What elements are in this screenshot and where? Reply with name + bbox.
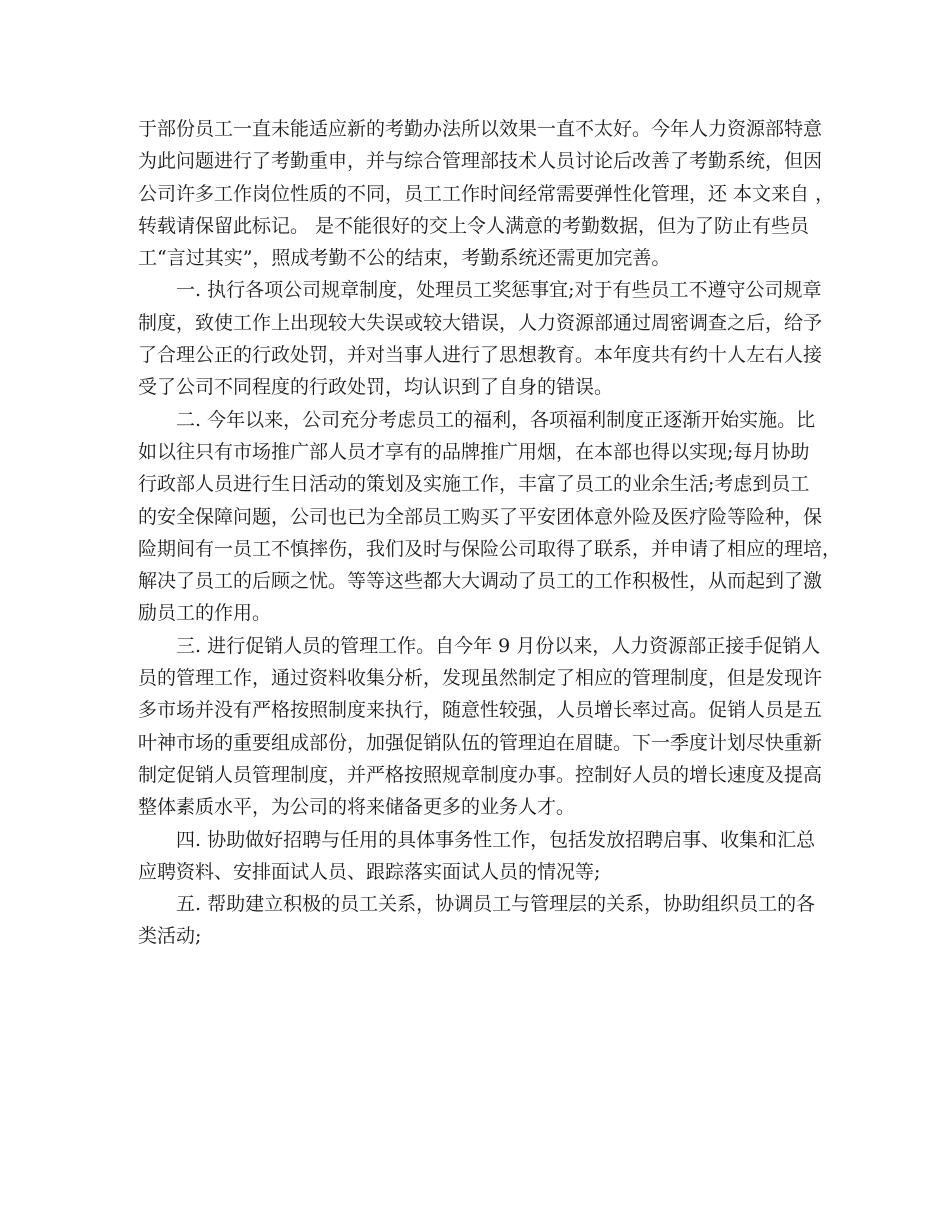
paragraph-item-5 <box>138 888 838 953</box>
text-line: 了合理公正的行政处罚，并对当事人进行了思想教育。本年度共有约十人左右人接 <box>138 344 823 367</box>
paragraph-attendance <box>138 113 838 274</box>
text-line: 三. 进行促销人员的管理工作。自今年 9 月份以来，人力资源部正接手促销人 <box>176 634 821 657</box>
text-line: 为此问题进行了考勤重申，并与综合管理部技术人员讨论后改善了考勤系统，但因 <box>138 150 823 173</box>
text-line: 五. 帮助建立积极的员工关系，协调员工与管理层的关系，协助组织员工的各 <box>176 893 816 916</box>
text-line: 险期间有一员工不慎摔伤，我们及时与保险公司取得了联系，并申请了相应的理培， <box>138 537 842 560</box>
text-line: 制度，致使工作上出现较大失误或较大错误，人力资源部通过周密调查之后，给予 <box>138 311 823 334</box>
text-line: 员的管理工作，通过资料收集分析，发现虽然制定了相应的管理制度，但是发现许 <box>138 667 823 690</box>
text-line: 制定促销人员管理制度，并严格按照规章制度办事。控制好人员的增长速度及提高 <box>138 763 823 786</box>
text-line: 四. 协助做好招聘与任用的具体事务性工作，包括发放招聘启事、收集和汇总 <box>176 828 816 851</box>
text-line: 公司许多工作岗位性质的不同，员工工作时间经常需要弹性化管理，还 本文来自 ， <box>138 182 835 205</box>
text-line: 转载请保留此标记。 是不能很好的交上令人满意的考勤数据，但为了防止有些员 <box>138 214 810 237</box>
text-line: 的安全保障问题，公司也已为全部员工购买了平安团体意外险及医疗险等险种，保 <box>138 505 823 528</box>
text-line: 多市场并没有严格按照制度来执行，随意性较强，人员增长率过高。促销人员是五 <box>138 699 823 722</box>
text-line: 工“言过其实”，照成考勤不公的结束，考勤系统还需更加完善。 <box>138 247 671 270</box>
text-line: 如以往只有市场推广部人员才享有的品牌推广用烟，在本部也得以实现;每月协助 <box>138 440 810 463</box>
paragraph-item-4 <box>138 824 838 889</box>
text-line: 解决了员工的后顾之忧。等等这些都大大调动了员工的工作积极性，从而起到了激 <box>138 570 823 593</box>
text-line: 一. 执行各项公司规章制度，处理员工奖惩事宜;对于有些员工不遵守公司规章 <box>176 279 822 302</box>
text-line: 叶神市场的重要组成部份，加强促销队伍的管理迫在眉睫。下一季度计划尽快重新 <box>138 731 823 754</box>
document-body <box>138 113 842 953</box>
text-line: 行政部人员进行生日活动的策划及实施工作，丰富了员工的业余生活;考虑到员工 <box>138 473 810 496</box>
text-line: 于部份员工一直未能适应新的考勤办法所以效果一直不太好。今年人力资源部特意 <box>138 118 823 140</box>
text-line: 应聘资料、安排面试人员、跟踪落实面试人员的情况等; <box>138 860 601 883</box>
text-line: 二. 今年以来，公司充分考虑员工的福利，各项福利制度正逐渐开始实施。比 <box>176 408 816 431</box>
text-line: 类活动; <box>138 925 202 948</box>
text-line: 整体素质水平，为公司的将来储备更多的业务人才。 <box>138 796 576 819</box>
paragraph-item-1 <box>138 274 838 403</box>
paragraph-item-2 <box>138 404 842 630</box>
text-line: 受了公司不同程度的行政处罚，均认识到了自身的错误。 <box>138 376 614 399</box>
paragraph-item-3 <box>138 630 838 824</box>
text-line: 励员工的作用。 <box>138 602 272 625</box>
